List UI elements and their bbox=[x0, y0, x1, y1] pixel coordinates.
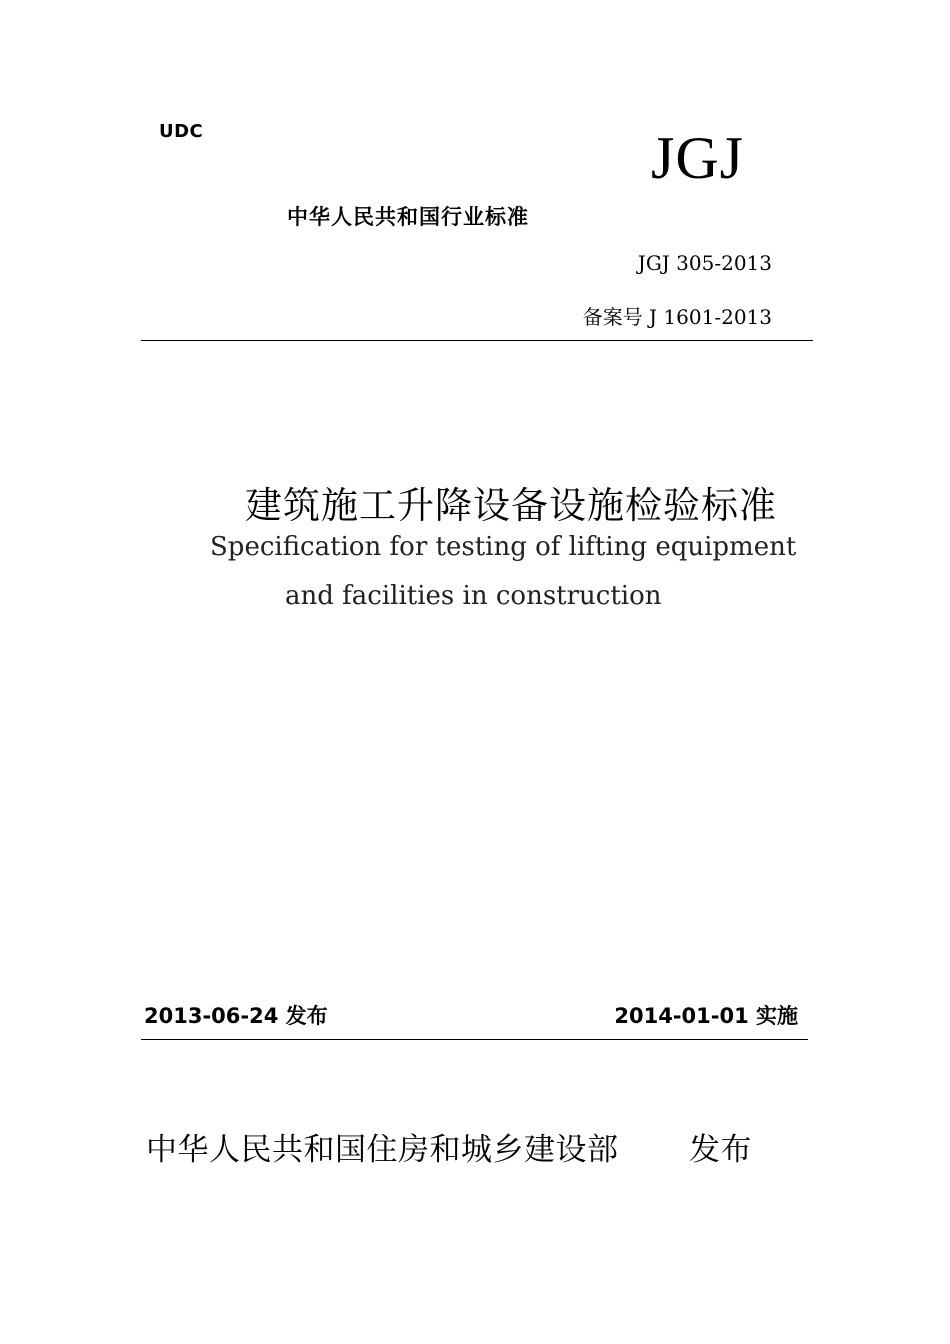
publisher-name: 中华人民共和国住房和城乡建设部 bbox=[146, 1132, 619, 1168]
udc-label: UDC bbox=[159, 121, 204, 142]
standard-number: JGJ 305-2013 bbox=[637, 251, 772, 275]
document-title-english-line1: Specification for testing of lifting equipment bbox=[210, 532, 797, 562]
document-title-chinese: 建筑施工升降设备设施检验标准 bbox=[245, 484, 777, 527]
standard-category: 中华人民共和国行业标准 bbox=[287, 205, 529, 229]
jgj-logo: JGJ bbox=[651, 125, 745, 191]
issue-date: 2013-06-24 发布 bbox=[144, 1004, 328, 1028]
bottom-divider bbox=[141, 1039, 808, 1040]
record-number: 备案号 J 1601-2013 bbox=[582, 305, 772, 329]
publish-label: 发布 bbox=[689, 1132, 752, 1168]
implementation-date: 2014-01-01 实施 bbox=[614, 1004, 798, 1028]
document-title-english-line2: and facilities in construction bbox=[285, 581, 662, 611]
top-divider bbox=[141, 340, 813, 341]
